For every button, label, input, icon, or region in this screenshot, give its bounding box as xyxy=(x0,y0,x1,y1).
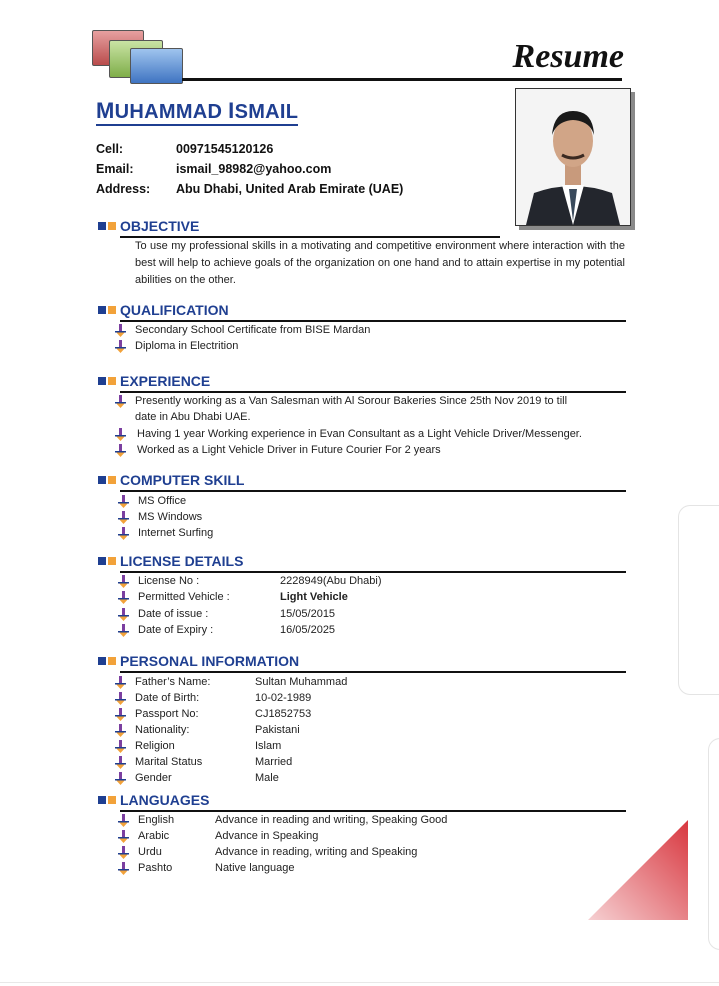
title-rule xyxy=(182,78,622,81)
contact-email xyxy=(96,162,331,176)
arrow-bullet-icon xyxy=(118,591,130,605)
arrow-bullet-icon xyxy=(115,395,127,409)
list-item: MS Windows xyxy=(138,511,203,523)
license-value: 16/05/2025 xyxy=(280,624,336,636)
language-name: Arabic xyxy=(138,830,170,842)
arrow-bullet-icon xyxy=(118,830,130,844)
personal-label: Father’s Name: xyxy=(135,676,211,688)
arrow-bullet-icon xyxy=(115,676,127,690)
arrow-bullet-icon xyxy=(118,608,130,622)
language-name: Pashto xyxy=(138,862,173,874)
list-item-continued: date in Abu Dhabi UAE. xyxy=(135,411,251,423)
language-name: English xyxy=(138,814,175,826)
license-value: 2228949(Abu Dhabi) xyxy=(280,575,382,587)
list-item: Having 1 year Working experience in Evan Consultant as a Light Vehicle Driver/Messenger. xyxy=(137,428,582,440)
personal-label: Gender xyxy=(135,772,172,784)
personal-label: Date of Birth: xyxy=(135,692,200,704)
license-label: License No : xyxy=(138,575,200,587)
arrow-bullet-icon xyxy=(115,708,127,722)
arrow-bullet-icon xyxy=(115,692,127,706)
contact-cell xyxy=(96,142,273,156)
applicant-name: MUHAMMAD ISMAIL xyxy=(96,98,298,126)
section-heading: EXPERIENCE xyxy=(120,373,211,389)
section-heading: QUALIFICATION xyxy=(120,302,229,318)
list-item: MS Office xyxy=(138,495,187,507)
arrow-bullet-icon xyxy=(115,756,127,770)
language-level: Advance in Speaking xyxy=(215,830,319,842)
arrow-bullet-icon xyxy=(115,724,127,738)
contact-label: Cell: xyxy=(96,142,124,156)
license-label: Permitted Vehicle : xyxy=(138,591,230,603)
license-label: Date of Expiry : xyxy=(138,624,214,636)
contact-label: Email: xyxy=(96,162,134,176)
section-heading: COMPUTER SKILL xyxy=(120,472,245,488)
list-item: Secondary School Certificate from BISE Mardan xyxy=(135,324,371,336)
personal-value: Male xyxy=(255,772,279,784)
divider xyxy=(0,982,719,983)
list-item: Internet Surfing xyxy=(138,527,214,539)
arrow-bullet-icon xyxy=(115,324,127,338)
arrow-bullet-icon xyxy=(115,428,127,442)
list-item: Presently working as a Van Salesman with Al Sorour Bakeries Since 25th Nov 2019 to till xyxy=(135,395,568,407)
license-value: 15/05/2015 xyxy=(280,608,336,620)
section-heading: LICENSE DETAILS xyxy=(120,553,244,569)
language-level: Native language xyxy=(215,862,295,874)
personal-value: Islam xyxy=(255,740,282,752)
contact-address xyxy=(96,182,403,196)
license-value: Light Vehicle xyxy=(280,591,348,603)
language-level: Advance in reading, writing and Speaking xyxy=(215,846,418,858)
arrow-bullet-icon xyxy=(115,772,127,786)
contact-label: Address: xyxy=(96,182,151,196)
language-name: Urdu xyxy=(138,846,162,858)
objective-text: To use my professional skills in a motivating and competitive environment where interaction with the best will help to achieve goals of the organization on one hand and to attain expertise in my potential abilities on the other. xyxy=(135,240,625,286)
arrow-bullet-icon xyxy=(118,575,130,589)
arrow-bullet-icon xyxy=(115,444,127,458)
personal-value: CJ1852753 xyxy=(255,708,312,720)
personal-label: Religion xyxy=(135,740,175,752)
language-level: Advance in reading and writing, Speaking Good xyxy=(215,814,448,826)
personal-label: Passport No: xyxy=(135,708,199,720)
side-panel-card[interactable] xyxy=(678,505,719,695)
list-item: Worked as a Light Vehicle Driver in Future Courier For 2 years xyxy=(137,444,441,456)
arrow-bullet-icon xyxy=(118,862,130,876)
list-item: Diploma in Electrition xyxy=(135,340,239,352)
section-heading: OBJECTIVE xyxy=(120,218,200,234)
arrow-bullet-icon xyxy=(118,527,130,541)
arrow-bullet-icon xyxy=(118,624,130,638)
section-heading: LANGUAGES xyxy=(120,792,210,808)
arrow-bullet-icon xyxy=(115,740,127,754)
license-label: Date of issue : xyxy=(138,608,209,620)
personal-value: Pakistani xyxy=(255,724,300,736)
arrow-bullet-icon xyxy=(118,495,130,509)
arrow-bullet-icon xyxy=(118,846,130,860)
personal-value: Married xyxy=(255,756,293,768)
profile-photo xyxy=(515,88,631,226)
arrow-bullet-icon xyxy=(115,340,127,354)
arrow-bullet-icon xyxy=(118,511,130,525)
contact-value: 00971545120126 xyxy=(176,142,274,156)
contact-value: ismail_98982@yahoo.com xyxy=(176,162,332,176)
logo-block-blue xyxy=(130,48,183,84)
personal-label: Nationality: xyxy=(135,724,190,736)
side-panel-card[interactable] xyxy=(708,738,719,950)
document-title: Resume xyxy=(512,38,624,75)
personal-value: Sultan Muhammad xyxy=(255,676,348,688)
section-heading: PERSONAL INFORMATION xyxy=(120,653,300,669)
personal-label: Marital Status xyxy=(135,756,203,768)
personal-value: 10-02-1989 xyxy=(255,692,312,704)
arrow-bullet-icon xyxy=(118,814,130,828)
contact-value: Abu Dhabi, United Arab Emirate (UAE) xyxy=(176,182,404,196)
decorative-corner-triangle xyxy=(588,820,688,920)
